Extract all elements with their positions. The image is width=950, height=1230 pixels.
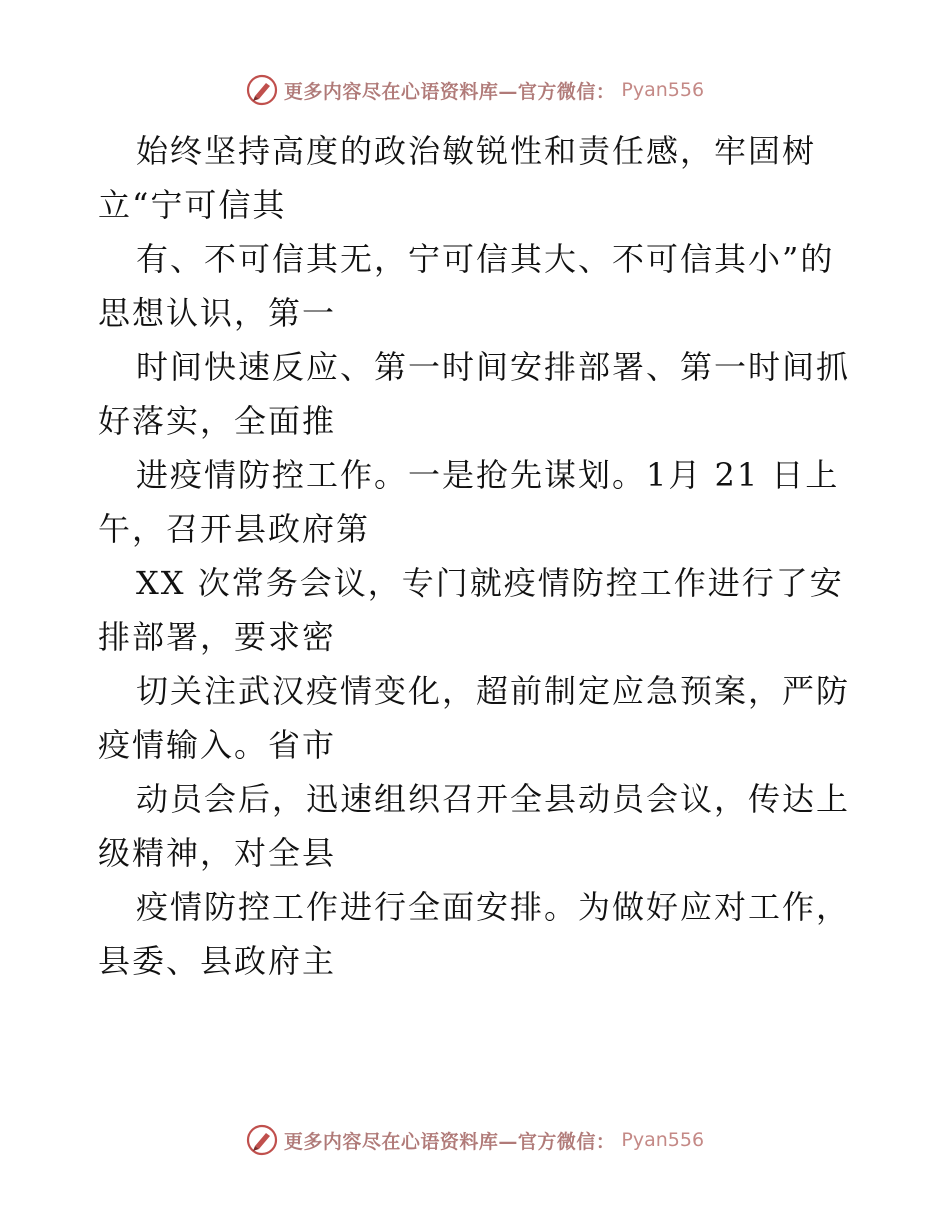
banner bbox=[246, 74, 704, 106]
text-line: 疫情防控工作进行全面安排。为做好应对工作， bbox=[136, 888, 851, 926]
text-line: 始终坚持高度的政治敏锐性和责任感，牢固树 bbox=[136, 132, 817, 170]
text-line: 切关注武汉疫情变化，超前制定应急预案，严防 bbox=[136, 672, 851, 710]
text-line: 午，召开县政府第 bbox=[98, 510, 371, 548]
text-line: 好落实，全面推 bbox=[98, 402, 337, 440]
document-body bbox=[0, 124, 950, 988]
banner-contact: Pyan556 bbox=[621, 1129, 705, 1151]
text-line: 动员会后，迅速组织召开全县动员会议，传达上 bbox=[136, 780, 851, 818]
banner-text: 更多内容尽在心语资料库—官方微信： bbox=[283, 1130, 616, 1153]
pen-logo-icon bbox=[246, 74, 278, 106]
text-line: 时间快速反应、第一时间安排部署、第一时间抓 bbox=[136, 348, 851, 386]
text-line: 县委、县政府主 bbox=[98, 942, 337, 980]
text-line: 级精神，对全县 bbox=[98, 834, 337, 872]
text-line: 有、不可信其无，宁可信其大、不可信其小”的 bbox=[136, 240, 835, 278]
text-line: 排部署，要求密 bbox=[98, 618, 337, 656]
header-banner bbox=[0, 70, 950, 110]
text-line: 立“宁可信其 bbox=[98, 186, 287, 224]
pen-logo-icon bbox=[246, 1124, 278, 1156]
banner-text: 更多内容尽在心语资料库—官方微信： bbox=[283, 80, 616, 103]
banner bbox=[246, 1124, 704, 1156]
text-line: 思想认识，第一 bbox=[98, 294, 337, 332]
text-line: XX 次常务会议，专门就疫情防控工作进行了安 bbox=[136, 564, 844, 602]
footer-banner bbox=[0, 1120, 950, 1160]
text-line: 进疫情防控工作。一是抢先谋划。1月 21 日上 bbox=[136, 456, 840, 494]
text-line: 疫情输入。省市 bbox=[98, 726, 337, 764]
banner-contact: Pyan556 bbox=[621, 79, 705, 101]
